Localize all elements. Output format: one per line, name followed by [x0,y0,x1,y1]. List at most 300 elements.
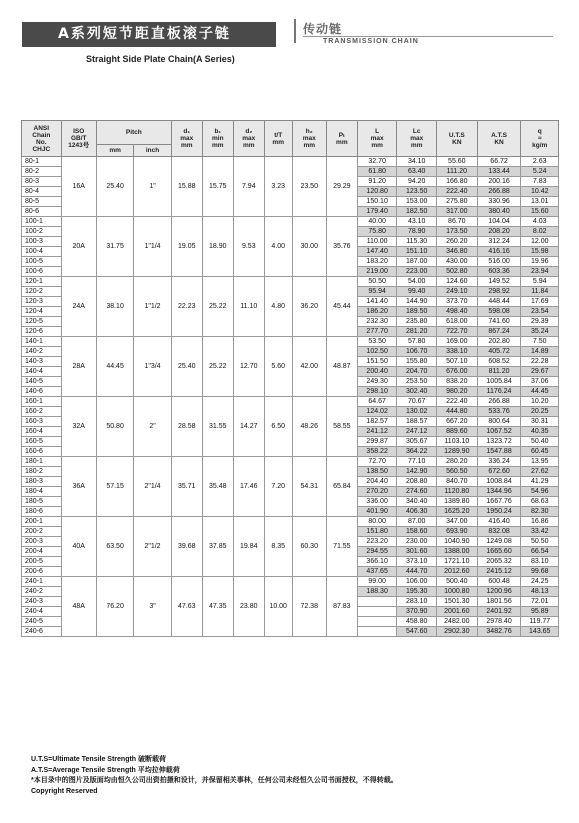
cell-iso: 24A [61,277,96,337]
cell-lc: 43.10 [397,217,437,227]
cell-l: 151.80 [357,527,397,537]
cell-l: 53.50 [357,337,397,347]
cell-q: 16.86 [521,517,559,527]
cell-uts: 338.10 [437,347,478,357]
cell-b1: 31.55 [202,397,233,457]
col-header-b1: b₁ min mm [202,121,233,157]
cell-ats: 104.04 [477,217,521,227]
cell-lc: 57.80 [397,337,437,347]
cell-lc: 54.00 [397,277,437,287]
spec-table [21,120,559,637]
footnotes [31,755,398,797]
cell-ansi: 80-5 [22,197,62,207]
cell-l: 124.02 [357,407,397,417]
cell-ansi: 180-1 [22,457,62,467]
cell-uts: 222.40 [437,187,478,197]
cell-lc: 195.30 [397,587,437,597]
cell-d1: 25.40 [171,337,202,397]
cell-l: 182.57 [357,417,397,427]
cell-b1: 47.35 [202,577,233,637]
cell-ats: 133.44 [477,167,521,177]
cell-d2: 17.46 [233,457,264,517]
cell-pitch-inch: 2"1/2 [134,517,171,577]
cell-l: 188.30 [357,587,397,597]
cell-uts: 249.10 [437,287,478,297]
cell-lc: 208.80 [397,477,437,487]
cell-d1: 35.71 [171,457,202,517]
cell-ansi: 100-1 [22,217,62,227]
col-header-pitch-mm: mm [96,145,133,157]
cell-lc: 188.57 [397,417,437,427]
cell-uts: 500.40 [437,577,478,587]
cell-d1: 22.23 [171,277,202,337]
cell-q: 48.13 [521,587,559,597]
cell-ansi: 80-1 [22,157,62,167]
cell-pitch-inch: 2"1/4 [134,457,171,517]
cell-ats: 800.64 [477,417,521,427]
cell-q: 35.24 [521,327,559,337]
cell-ansi: 160-3 [22,417,62,427]
cell-ansi: 160-6 [22,447,62,457]
cell-lc: 87.00 [397,517,437,527]
cell-uts: 1289.90 [437,447,478,457]
cell-ats: 2401.92 [477,607,521,617]
cell-d1: 47.63 [171,577,202,637]
col-header-pt: Pₜ mm [326,121,357,157]
cell-uts: 346.80 [437,247,478,257]
cell-q: 5.94 [521,277,559,287]
cell-iso: 32A [61,397,96,457]
cell-pt: 87.83 [326,577,357,637]
cell-ansi: 120-1 [22,277,62,287]
cell-uts: 1103.10 [437,437,478,447]
cell-l: 50.50 [357,277,397,287]
cell-l: 99.00 [357,577,397,587]
cell-ats: 380.40 [477,207,521,217]
cell-lc: 182.50 [397,207,437,217]
cell-b1: 35.48 [202,457,233,517]
cell-q: 82.30 [521,507,559,517]
cell-t: 5.60 [264,337,292,397]
cell-pitch-inch: 3" [134,577,171,637]
cell-uts: 1625.20 [437,507,478,517]
cell-l: 61.80 [357,167,397,177]
cell-uts: 502.80 [437,267,478,277]
col-header-d2: d₂ max mm [233,121,264,157]
cell-ansi: 140-5 [22,377,62,387]
table-row [22,397,559,407]
cell-uts: 2902.30 [437,627,478,637]
cell-uts: 1000.80 [437,587,478,597]
cell-lc: 305.67 [397,437,437,447]
cell-lc: 230.00 [397,537,437,547]
cell-ansi: 240-4 [22,607,62,617]
cell-l: 110.00 [357,237,397,247]
cell-l [357,627,397,637]
cell-uts: 1388.00 [437,547,478,557]
cell-b1: 37.85 [202,517,233,577]
cell-lc: 301.60 [397,547,437,557]
cell-l: 249.30 [357,377,397,387]
cell-ats: 312.24 [477,237,521,247]
cell-d2: 11.10 [233,277,264,337]
cell-d2: 7.94 [233,157,264,217]
cell-iso: 16A [61,157,96,217]
cell-pitch-mm: 31.75 [96,217,133,277]
cell-ansi: 80-6 [22,207,62,217]
cell-pt: 71.55 [326,517,357,577]
cell-ansi: 240-1 [22,577,62,587]
cell-lc: 364.22 [397,447,437,457]
cell-uts: 317.00 [437,207,478,217]
cell-lc: 151.10 [397,247,437,257]
cell-ansi: 120-6 [22,327,62,337]
cell-ansi: 80-3 [22,177,62,187]
cell-q: 22.28 [521,357,559,367]
cell-ats: 66.72 [477,157,521,167]
cell-q: 99.68 [521,567,559,577]
cell-pitch-mm: 38.10 [96,277,133,337]
cell-uts: 722.70 [437,327,478,337]
cell-lc: 63.40 [397,167,437,177]
cell-ats: 200.16 [477,177,521,187]
cell-l: 366.10 [357,557,397,567]
cell-ansi: 200-4 [22,547,62,557]
col-header-ansi: ANSI Chain No. CHJC [22,121,62,157]
cell-q: 10.20 [521,397,559,407]
cell-t: 6.50 [264,397,292,457]
cell-ansi: 180-5 [22,497,62,507]
cell-q: 13.01 [521,197,559,207]
cell-h2: 54.31 [292,457,326,517]
cell-l: 299.87 [357,437,397,447]
cell-lc: 373.10 [397,557,437,567]
cell-ats: 867.24 [477,327,521,337]
cell-q: 37.06 [521,377,559,387]
cell-q: 15.60 [521,207,559,217]
category-label-en: TRANSMISSION CHAIN [323,38,419,45]
cell-l: 219.00 [357,267,397,277]
cell-l: 102.50 [357,347,397,357]
spec-table-body [22,157,559,637]
cell-ats: 266.88 [477,187,521,197]
cell-q: 44.45 [521,387,559,397]
cell-h2: 72.38 [292,577,326,637]
cell-lc: 274.60 [397,487,437,497]
cell-lc: 235.80 [397,317,437,327]
cell-q: 29.39 [521,317,559,327]
cell-d2: 9.53 [233,217,264,277]
cell-q: 8.02 [521,227,559,237]
cell-ansi: 160-2 [22,407,62,417]
cell-ats: 1547.88 [477,447,521,457]
cell-lc: 547.60 [397,627,437,637]
cell-uts: 2012.60 [437,567,478,577]
table-row [22,277,559,287]
cell-uts: 166.80 [437,177,478,187]
cell-uts: 373.70 [437,297,478,307]
cell-ats: 1323.72 [477,437,521,447]
cell-uts: 618.00 [437,317,478,327]
page-title: A系列短节距直板滚子链 [58,26,231,42]
category-underline [303,36,553,37]
cell-l: 75.80 [357,227,397,237]
cell-uts: 560.50 [437,467,478,477]
cell-q: 50.40 [521,437,559,447]
cell-uts: 1721.10 [437,557,478,567]
cell-ats: 330.96 [477,197,521,207]
cell-lc: 77.10 [397,457,437,467]
cell-uts: 124.60 [437,277,478,287]
footnote-copyright: Copyright Reserved [31,787,98,795]
cell-lc: 70.67 [397,397,437,407]
header-separator [294,19,296,43]
cell-l: 200.40 [357,367,397,377]
cell-l: 40.00 [357,217,397,227]
cell-ats: 336.24 [477,457,521,467]
cell-ats: 208.20 [477,227,521,237]
cell-lc: 106.70 [397,347,437,357]
cell-lc: 253.50 [397,377,437,387]
cell-ansi: 100-2 [22,227,62,237]
cell-ats: 1344.96 [477,487,521,497]
cell-ats: 603.36 [477,267,521,277]
cell-q: 7.83 [521,177,559,187]
cell-ansi: 240-6 [22,627,62,637]
cell-ats: 598.08 [477,307,521,317]
cell-q: 33.42 [521,527,559,537]
cell-l: 401.90 [357,507,397,517]
footnote-uts: U.T.S=Ultimate Tensile Strength 破断载荷 [31,756,167,763]
cell-l: 80.00 [357,517,397,527]
cell-q: 66.54 [521,547,559,557]
cell-l: 241.12 [357,427,397,437]
cell-uts: 111.20 [437,167,478,177]
cell-d1: 15.88 [171,157,202,217]
cell-ansi: 200-1 [22,517,62,527]
cell-q: 15.98 [521,247,559,257]
cell-q: 10.42 [521,187,559,197]
cell-iso: 20A [61,217,96,277]
cell-uts: 169.00 [437,337,478,347]
cell-l: 232.30 [357,317,397,327]
table-row [22,337,559,347]
cell-pt: 45.44 [326,277,357,337]
cell-lc: 158.60 [397,527,437,537]
cell-l: 298.10 [357,387,397,397]
cell-pitch-mm: 50.80 [96,397,133,457]
cell-lc: 99.40 [397,287,437,297]
cell-ats: 2065.32 [477,557,521,567]
cell-ats: 298.92 [477,287,521,297]
cell-pitch-inch: 1"1/2 [134,277,171,337]
cell-lc: 340.40 [397,497,437,507]
cell-ats: 1950.24 [477,507,521,517]
cell-uts: 980.20 [437,387,478,397]
cell-q: 24.25 [521,577,559,587]
cell-l: 336.00 [357,497,397,507]
cell-q: 13.95 [521,457,559,467]
table-row [22,577,559,587]
cell-iso: 40A [61,517,96,577]
cell-q: 29.67 [521,367,559,377]
cell-l: 120.80 [357,187,397,197]
cell-lc: 281.20 [397,327,437,337]
cell-l: 179.40 [357,207,397,217]
cell-ats: 1008.84 [477,477,521,487]
cell-lc: 115.30 [397,237,437,247]
cell-h2: 48.26 [292,397,326,457]
cell-q: 72.01 [521,597,559,607]
cell-pitch-mm: 57.15 [96,457,133,517]
cell-ansi: 240-3 [22,597,62,607]
cell-pt: 58.55 [326,397,357,457]
cell-lc: 247.12 [397,427,437,437]
cell-d2: 19.84 [233,517,264,577]
cell-uts: 347.00 [437,517,478,527]
table-row [22,457,559,467]
cell-q: 60.45 [521,447,559,457]
cell-l: 141.40 [357,297,397,307]
cell-l: 138.50 [357,467,397,477]
cell-iso: 28A [61,337,96,397]
table-row [22,517,559,527]
cell-ansi: 160-1 [22,397,62,407]
cell-uts: 1389.80 [437,497,478,507]
cell-ats: 416.40 [477,517,521,527]
cell-h2: 23.50 [292,157,326,217]
cell-uts: 444.80 [437,407,478,417]
cell-lc: 444.70 [397,567,437,577]
cell-q: 20.25 [521,407,559,417]
cell-ats: 149.52 [477,277,521,287]
cell-t: 10.00 [264,577,292,637]
cell-q: 17.69 [521,297,559,307]
cell-l: 91.20 [357,177,397,187]
cell-uts: 2482.00 [437,617,478,627]
col-header-h2: h₂ max mm [292,121,326,157]
cell-q: 68.63 [521,497,559,507]
cell-lc: 187.00 [397,257,437,267]
cell-uts: 1120.80 [437,487,478,497]
cell-lc: 94.20 [397,177,437,187]
cell-l: 186.20 [357,307,397,317]
cell-ansi: 120-2 [22,287,62,297]
cell-ansi: 140-6 [22,387,62,397]
cell-l: 223.20 [357,537,397,547]
cell-t: 4.00 [264,217,292,277]
cell-ats: 533.76 [477,407,521,417]
cell-ats: 2415.12 [477,567,521,577]
cell-lc: 189.50 [397,307,437,317]
cell-pitch-mm: 25.40 [96,157,133,217]
cell-q: 95.89 [521,607,559,617]
cell-ats: 2978.40 [477,617,521,627]
cell-q: 14.89 [521,347,559,357]
cell-lc: 123.50 [397,187,437,197]
cell-lc: 223.00 [397,267,437,277]
cell-l: 32.70 [357,157,397,167]
cell-ats: 1667.76 [477,497,521,507]
cell-uts: 55.60 [437,157,478,167]
cell-t: 3.23 [264,157,292,217]
cell-ats: 1249.08 [477,537,521,547]
cell-l: 183.20 [357,257,397,267]
cell-lc: 302.40 [397,387,437,397]
cell-pitch-inch: 1"3/4 [134,337,171,397]
cell-ansi: 140-4 [22,367,62,377]
cell-lc: 34.10 [397,157,437,167]
cell-ats: 741.60 [477,317,521,327]
cell-ats: 1801.56 [477,597,521,607]
cell-uts: 667.20 [437,417,478,427]
cell-ats: 202.80 [477,337,521,347]
cell-ansi: 100-4 [22,247,62,257]
col-header-l: L max mm [357,121,397,157]
cell-uts: 498.40 [437,307,478,317]
cell-pitch-inch: 2" [134,397,171,457]
cell-q: 12.00 [521,237,559,247]
col-header-d1: d₁ max mm [171,121,202,157]
cell-l: 204.40 [357,477,397,487]
cell-q: 11.84 [521,287,559,297]
cell-ansi: 80-4 [22,187,62,197]
cell-uts: 1501.30 [437,597,478,607]
cell-ansi: 180-4 [22,487,62,497]
cell-l: 147.40 [357,247,397,257]
cell-ansi: 120-4 [22,307,62,317]
cell-uts: 676.00 [437,367,478,377]
cell-pitch-mm: 63.50 [96,517,133,577]
cell-lc: 283.10 [397,597,437,607]
footnote-ats: A.T.S=Average Tensile Strength 平均拉伸载荷 [31,766,180,774]
footnote-copyright-cn: *本目录中的图片及版面均由恒久公司出资拍摄和设计，并保留相关事林，任何公司未经恒久公司书面授权，不得转载。 [31,777,398,784]
cell-lc: 78.90 [397,227,437,237]
cell-ats: 266.88 [477,397,521,407]
cell-h2: 42.00 [292,337,326,397]
cell-t: 4.80 [264,277,292,337]
cell-ansi: 140-2 [22,347,62,357]
cell-q: 23.54 [521,307,559,317]
cell-t: 8.35 [264,517,292,577]
cell-ats: 1005.84 [477,377,521,387]
cell-uts: 430.00 [437,257,478,267]
cell-iso: 48A [61,577,96,637]
cell-l [357,607,397,617]
col-header-lc: Lc max mm [397,121,437,157]
cell-q: 19.96 [521,257,559,267]
cell-ansi: 80-2 [22,167,62,177]
col-header-pitch-inch: inch [134,145,171,157]
cell-uts: 86.70 [437,217,478,227]
cell-d1: 19.05 [171,217,202,277]
cell-ansi: 160-4 [22,427,62,437]
cell-ats: 416.16 [477,247,521,257]
cell-l [357,617,397,627]
cell-ats: 3482.76 [477,627,521,637]
cell-iso: 36A [61,457,96,517]
cell-ansi: 200-3 [22,537,62,547]
cell-d1: 39.68 [171,517,202,577]
cell-q: 83.10 [521,557,559,567]
cell-uts: 838.20 [437,377,478,387]
cell-q: 27.62 [521,467,559,477]
cell-l: 64.67 [357,397,397,407]
cell-l: 95.94 [357,287,397,297]
cell-lc: 130.02 [397,407,437,417]
cell-ansi: 180-6 [22,507,62,517]
cell-b1: 18.90 [202,217,233,277]
